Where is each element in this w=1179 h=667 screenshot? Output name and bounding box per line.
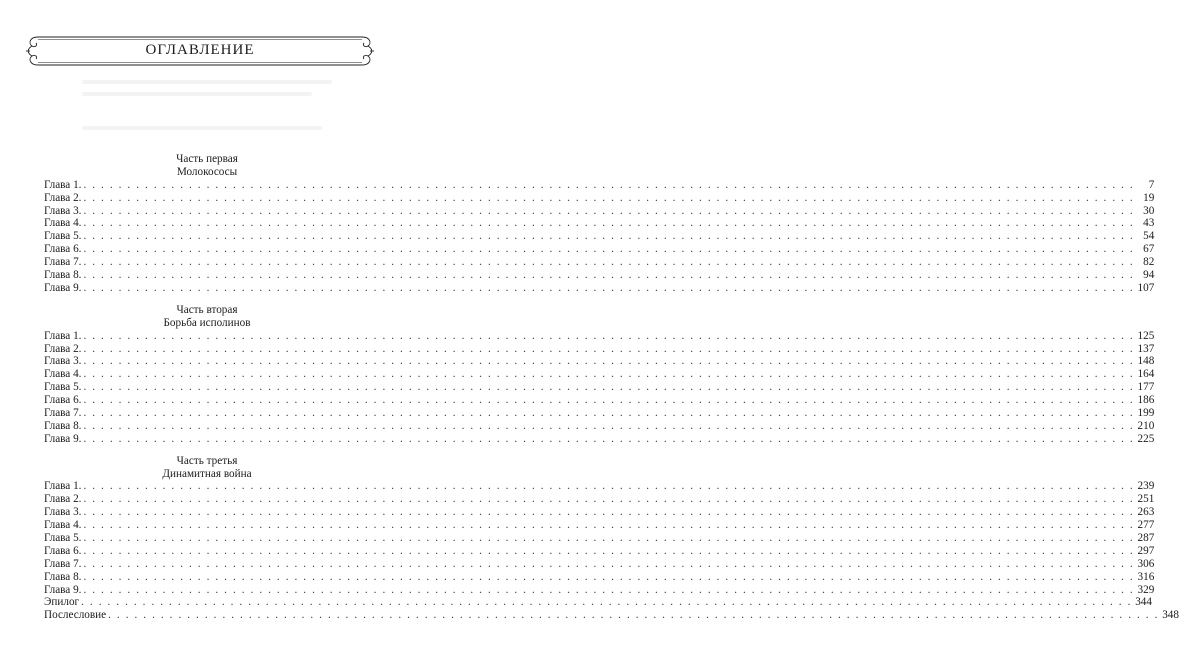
bleed-through-line [82,126,322,130]
toc-entry [44,178,1155,192]
dot-leader: . . . . . . . . . . . . . . . . . . . . . . . . . . . . . . . . . . . . . . . . . . . . . . . . . . . . . . . . . . . . . . . . . . . . . . . . . . . . . . . . . . . . . . . . . . . . . . . . . . . . . . . . . . . . . . . . . . . . . . . . [83,406,1135,419]
toc-part [44,153,1155,295]
toc-entry [44,532,1155,545]
dot-leader: . . . . . . . . . . . . . . . . . . . . . . . . . . . . . . . . . . . . . . . . . . . . . . . . . . . . . . . . . . . . . . . . . . . . . . . . . . . . . . . . . . . . . . . . . . . . . . . . . . . . . . . . . . . . . . . . . . . . . . . . [83,217,1135,230]
toc-entry [44,243,1155,256]
dot-leader: . . . . . . . . . . . . . . . . . . . . . . . . . . . . . . . . . . . . . . . . . . . . . . . . . . . . . . . . . . . . . . . . . . . . . . . . . . . . . . . . . . . . . . . . . . . . . . . . . . . . . . . . . . . . . . . . . . . . . . . . [83,281,1135,294]
toc-entry [44,480,1155,493]
dot-leader: . . . . . . . . . . . . . . . . . . . . . . . . . . . . . . . . . . . . . . . . . . . . . . . . . . . . . . . . . . . . . . . . . . . . . . . . . . . . . . . . . . . . . . . . . . . . . . . . . . . . . . . . . . . . . . . . . . . . . . . . [83,557,1135,570]
entry-label: Глава 7. [44,557,82,570]
entry-page-number: 43 [1143,217,1155,230]
entry-page-number: 316 [1137,570,1155,583]
entry-label: Глава 7. [44,406,82,419]
entry-label: Глава 6. [44,243,82,256]
toc-entry [44,519,1155,532]
entry-page-number: 19 [1143,191,1155,204]
entry-page-number: 137 [1137,342,1155,355]
entry-page-number: 177 [1137,381,1155,394]
dot-leader: . . . . . . . . . . . . . . . . . . . . . . . . . . . . . . . . . . . . . . . . . . . . . . . . . . . . . . . . . . . . . . . . . . . . . . . . . . . . . . . . . . . . . . . . . . . . . . . . . . . . . . . . . . . . . . . . . . . . . . . . [83,493,1135,506]
dot-leader: . . . . . . . . . . . . . . . . . . . . . . . . . . . . . . . . . . . . . . . . . . . . . . . . . . . . . . . . . . . . . . . . . . . . . . . . . . . . . . . . . . . . . . . . . . . . . . . . . . . . . . . . . . . . . . . . . . . . . . . . [83,243,1135,256]
entry-label: Глава 9. [44,432,82,445]
entry-page-number: 186 [1137,394,1155,407]
toc-entry [44,217,1155,230]
toc-entry [44,342,1155,356]
toc-header [24,34,376,68]
entry-label: Глава 4. [44,217,82,230]
entry-label: Глава 5. [44,381,82,394]
dot-leader: . . . . . . . . . . . . . . . . . . . . . . . . . . . . . . . . . . . . . . . . . . . . . . . . . . . . . . . . . . . . . . . . . . . . . . . . . . . . . . . . . . . . . . . . . . . . . . . . . . . . . . . . . . . . . . . . . . . . . . . . [83,544,1135,557]
part-subtitle: Борьба исполинов [163,316,251,329]
bleed-through-line [82,92,312,96]
dot-leader: . . . . . . . . . . . . . . . . . . . . . . . . . . . . . . . . . . . . . . . . . . . . . . . . . . . . . . . . . . . . . . . . . . . . . . . . . . . . . . . . . . . . . . . . . . . . . . . . . . . . . . . . . . . . . . . . . . . . . . . . [83,480,1135,493]
part-title: Часть первая [176,153,238,165]
toc-entry [44,204,1155,218]
dot-leader: . . . . . . . . . . . . . . . . . . . . . . . . . . . . . . . . . . . . . . . . . . . . . . . . . . . . . . . . . . . . . . . . . . . . . . . . . . . . . . . . . . . . . . . . . . . . . . . . . . . . . . . . . . . . . . . . . . . . . . . . [83,570,1135,583]
dot-leader: . . . . . . . . . . . . . . . . . . . . . . . . . . . . . . . . . . . . . . . . . . . . . . . . . . . . . . . . . . . . . . . . . . . . . . . . . . . . . . . . . . . . . . . . . . . . . . . . . . . . . . . . . . . . . . . . . . . . . . . . [83,381,1135,394]
dot-leader: . . . . . . . . . . . . . . . . . . . . . . . . . . . . . . . . . . . . . . . . . . . . . . . . . . . . . . . . . . . . . . . . . . . . . . . . . . . . . . . . . . . . . . . . . . . . . . . . . . . . . . . . . . . . . . . . . . . . . . . . [83,432,1135,445]
page-title: ОГЛАВЛЕНИЕ [145,42,255,58]
entry-label: Глава 3. [44,204,82,217]
toc-entry [44,406,1155,420]
toc-entry [44,256,1155,269]
toc-entry [44,493,1155,506]
entry-page-number: 329 [1137,583,1155,596]
toc-entry [44,394,1155,407]
entry-page-number: 263 [1137,506,1155,519]
toc-part [44,303,1155,446]
entry-label: Глава 9. [44,281,82,294]
toc-entry [44,506,1155,519]
dot-leader: . . . . . . . . . . . . . . . . . . . . . . . . . . . . . . . . . . . . . . . . . . . . . . . . . . . . . . . . . . . . . . . . . . . . . . . . . . . . . . . . . . . . . . . . . . . . . . . . . . . . . . . . . . . . . . . . . . . . . . . . [83,230,1135,243]
part-title: Часть третья [176,454,238,467]
entry-page-number: 306 [1137,557,1155,570]
toc-entry [44,596,1152,609]
part-subtitle: Динамитная война [162,467,252,480]
toc-entry [44,381,1155,394]
entry-label: Глава 3. [44,506,82,519]
entry-page-number: 344 [1135,596,1152,609]
entry-label: Глава 6. [44,544,82,557]
dot-leader: . . . . . . . . . . . . . . . . . . . . . . . . . . . . . . . . . . . . . . . . . . . . . . . . . . . . . . . . . . . . . . . . . . . . . . . . . . . . . . . . . . . . . . . . . . . . . . . . . . . . . . . . . . . . . . . . . . . . . . . . [83,532,1135,545]
entry-label: Глава 2. [44,191,82,204]
entry-page-number: 210 [1137,419,1155,432]
entry-label: Глава 5. [44,230,82,243]
entry-page-number: 277 [1137,519,1155,532]
entry-label: Глава 4. [44,368,82,381]
toc-entry [44,419,1155,433]
entry-page-number: 107 [1137,281,1155,294]
dot-leader: . . . . . . . . . . . . . . . . . . . . . . . . . . . . . . . . . . . . . . . . . . . . . . . . . . . . . . . . . . . . . . . . . . . . . . . . . . . . . . . . . . . . . . . . . . . . . . . . . . . . . . . . . . . . . . . . . . . . . . . . [83,519,1135,532]
entry-label: Глава 9. [44,583,82,596]
entry-page-number: 251 [1137,493,1155,506]
table-of-contents [44,153,1179,631]
entry-label: Глава 4. [44,519,82,532]
dot-leader: . . . . . . . . . . . . . . . . . . . . . . . . . . . . . . . . . . . . . . . . . . . . . . . . . . . . . . . . . . . . . . . . . . . . . . . . . . . . . . . . . . . . . . . . . . . . . . . . . . . . . . . . . . . . . . . . . . . . . . . . [83,269,1135,282]
dot-leader: . . . . . . . . . . . . . . . . . . . . . . . . . . . . . . . . . . . . . . . . . . . . . . . . . . . . . . . . . . . . . . . . . . . . . . . . . . . . . . . . . . . . . . . . . . . . . . . . . . . . . . . . . . . . . . . . . . . . . . . . [83,329,1135,342]
toc-entry [44,281,1155,295]
entry-page-number: 199 [1137,406,1155,419]
entry-page-number: 148 [1137,355,1155,368]
dot-leader: . . . . . . . . . . . . . . . . . . . . . . . . . . . . . . . . . . . . . . . . . . . . . . . . . . . . . . . . . . . . . . . . . . . . . . . . . . . . . . . . . . . . . . . . . . . . . . . . . . . . . . . . . . . . . . . . . . . . . . . . [81,596,1132,609]
entry-label: Глава 8. [44,419,82,432]
toc-entry [44,230,1155,243]
entry-label: Глава 1. [44,178,82,191]
entry-label: Глава 8. [44,269,82,282]
dot-leader: . . . . . . . . . . . . . . . . . . . . . . . . . . . . . . . . . . . . . . . . . . . . . . . . . . . . . . . . . . . . . . . . . . . . . . . . . . . . . . . . . . . . . . . . . . . . . . . . . . . . . . . . . . . . . . . . . . . . . . . . [83,506,1135,519]
dot-leader: . . . . . . . . . . . . . . . . . . . . . . . . . . . . . . . . . . . . . . . . . . . . . . . . . . . . . . . . . . . . . . . . . . . . . . . . . . . . . . . . . . . . . . . . . . . . . . . . . . . . . . . . . . . . . . . . . . . . . . . . [108,609,1159,622]
entry-page-number: 225 [1137,432,1155,445]
toc-entry [44,570,1155,584]
entry-page-number: 82 [1143,256,1155,269]
dot-leader: . . . . . . . . . . . . . . . . . . . . . . . . . . . . . . . . . . . . . . . . . . . . . . . . . . . . . . . . . . . . . . . . . . . . . . . . . . . . . . . . . . . . . . . . . . . . . . . . . . . . . . . . . . . . . . . . . . . . . . . . [83,256,1135,269]
dot-leader: . . . . . . . . . . . . . . . . . . . . . . . . . . . . . . . . . . . . . . . . . . . . . . . . . . . . . . . . . . . . . . . . . . . . . . . . . . . . . . . . . . . . . . . . . . . . . . . . . . . . . . . . . . . . . . . . . . . . . . . . [83,191,1135,204]
entry-label: Глава 2. [44,342,82,355]
toc-entry [44,329,1155,343]
toc-entry [44,269,1155,282]
toc-entry [44,557,1155,571]
dot-leader: . . . . . . . . . . . . . . . . . . . . . . . . . . . . . . . . . . . . . . . . . . . . . . . . . . . . . . . . . . . . . . . . . . . . . . . . . . . . . . . . . . . . . . . . . . . . . . . . . . . . . . . . . . . . . . . . . . . . . . . . [83,342,1135,355]
entry-page-number: 7 [1148,178,1155,191]
dot-leader: . . . . . . . . . . . . . . . . . . . . . . . . . . . . . . . . . . . . . . . . . . . . . . . . . . . . . . . . . . . . . . . . . . . . . . . . . . . . . . . . . . . . . . . . . . . . . . . . . . . . . . . . . . . . . . . . . . . . . . . . [83,178,1135,191]
entry-page-number: 30 [1143,204,1155,217]
toc-entry [44,368,1155,381]
entry-page-number: 67 [1143,243,1155,256]
dot-leader: . . . . . . . . . . . . . . . . . . . . . . . . . . . . . . . . . . . . . . . . . . . . . . . . . . . . . . . . . . . . . . . . . . . . . . . . . . . . . . . . . . . . . . . . . . . . . . . . . . . . . . . . . . . . . . . . . . . . . . . . [83,419,1135,432]
toc-entry [44,191,1155,205]
entry-label: Эпилог [44,596,80,609]
toc-part [44,454,1179,623]
dot-leader: . . . . . . . . . . . . . . . . . . . . . . . . . . . . . . . . . . . . . . . . . . . . . . . . . . . . . . . . . . . . . . . . . . . . . . . . . . . . . . . . . . . . . . . . . . . . . . . . . . . . . . . . . . . . . . . . . . . . . . . . [83,368,1135,381]
entry-page-number: 239 [1137,480,1155,493]
entry-page-number: 54 [1143,230,1155,243]
dot-leader: . . . . . . . . . . . . . . . . . . . . . . . . . . . . . . . . . . . . . . . . . . . . . . . . . . . . . . . . . . . . . . . . . . . . . . . . . . . . . . . . . . . . . . . . . . . . . . . . . . . . . . . . . . . . . . . . . . . . . . . . [83,583,1135,596]
entry-page-number: 94 [1143,269,1155,282]
part-title: Часть вторая [176,303,238,316]
entry-label: Глава 5. [44,532,82,545]
entry-label: Глава 1. [44,480,82,493]
dot-leader: . . . . . . . . . . . . . . . . . . . . . . . . . . . . . . . . . . . . . . . . . . . . . . . . . . . . . . . . . . . . . . . . . . . . . . . . . . . . . . . . . . . . . . . . . . . . . . . . . . . . . . . . . . . . . . . . . . . . . . . . [83,355,1135,368]
entry-label: Глава 1. [44,329,82,342]
dot-leader: . . . . . . . . . . . . . . . . . . . . . . . . . . . . . . . . . . . . . . . . . . . . . . . . . . . . . . . . . . . . . . . . . . . . . . . . . . . . . . . . . . . . . . . . . . . . . . . . . . . . . . . . . . . . . . . . . . . . . . . . [83,204,1135,217]
entry-label: Глава 6. [44,394,82,407]
part-subtitle: Молокососы [176,165,238,178]
toc-entry [44,355,1155,368]
entry-page-number: 297 [1137,544,1155,557]
entry-label: Глава 3. [44,355,82,368]
toc-entry [44,609,1179,622]
entry-label: Глава 8. [44,570,82,583]
entry-page-number: 348 [1162,609,1179,622]
toc-entry [44,583,1155,597]
entry-label: Послесловие [44,609,107,622]
entry-page-number: 164 [1137,368,1155,381]
entry-label: Глава 7. [44,256,82,269]
toc-entry [44,432,1155,446]
dot-leader: . . . . . . . . . . . . . . . . . . . . . . . . . . . . . . . . . . . . . . . . . . . . . . . . . . . . . . . . . . . . . . . . . . . . . . . . . . . . . . . . . . . . . . . . . . . . . . . . . . . . . . . . . . . . . . . . . . . . . . . . [83,394,1135,407]
bleed-through-line [82,80,332,84]
toc-entry [44,544,1155,558]
entry-label: Глава 2. [44,493,82,506]
entry-page-number: 287 [1137,532,1155,545]
entry-page-number: 125 [1137,329,1155,342]
